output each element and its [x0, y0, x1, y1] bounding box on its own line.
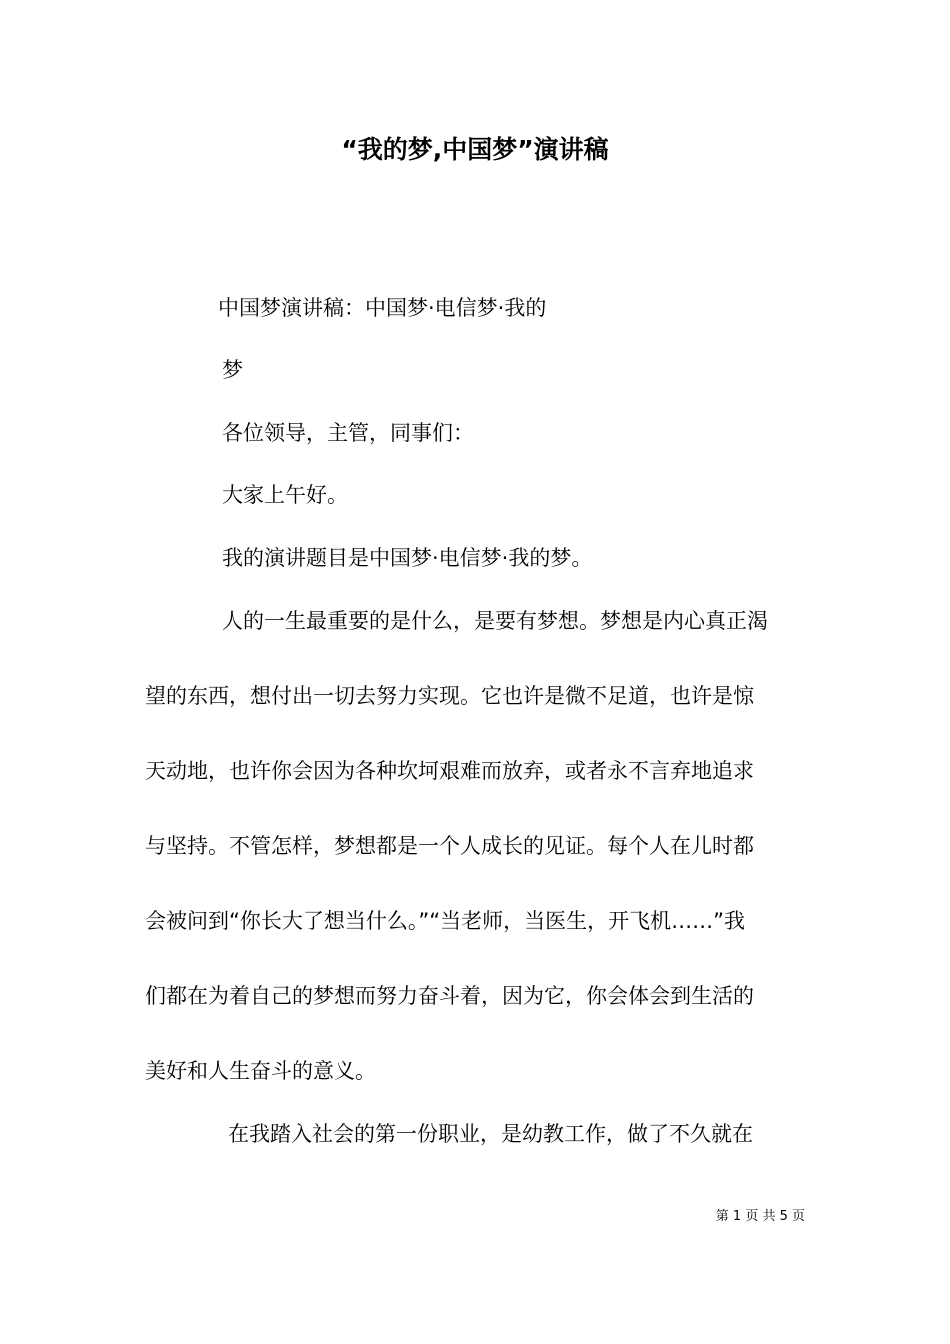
text-line: 美好和人生奋斗的意义。	[145, 1059, 376, 1083]
text-line: 与坚持。不管怎样，梦想都是一个人成长的见证。每个人在儿时都	[145, 834, 754, 858]
text-line: 们都在为着自己的梦想而努力奋斗着，因为它，你会体会到生活的	[145, 984, 754, 1008]
document-title: “我的梦,中国梦”演讲稿	[341, 135, 609, 164]
text-line: 人的一生最重要的是什么，是要有梦想。梦想是内心真正渴	[222, 609, 768, 633]
text-line: 我的演讲题目是中国梦·电信梦·我的梦。	[222, 546, 593, 570]
text-line: 梦	[222, 358, 243, 382]
text-line: 望的东西，想付出一切去努力实现。它也许是微不足道，也许是惊	[145, 684, 754, 708]
text-line: 各位领导，主管，同事们：	[222, 421, 474, 445]
text-line: 会被问到“你长大了想当什么。”“当老师，当医生，开飞机……”我	[145, 909, 746, 933]
text-line: 天动地，也许你会因为各种坎坷艰难而放弃，或者永不言弃地追求	[145, 759, 754, 783]
text-line: 在我踏入社会的第一份职业，是幼教工作，做了不久就在	[228, 1122, 753, 1146]
text-line: 中国梦演讲稿：中国梦·电信梦·我的	[218, 296, 547, 320]
text-line: 大家上午好。	[222, 483, 348, 507]
page-number-footer: 第 1 页 共 5 页	[715, 1209, 805, 1224]
